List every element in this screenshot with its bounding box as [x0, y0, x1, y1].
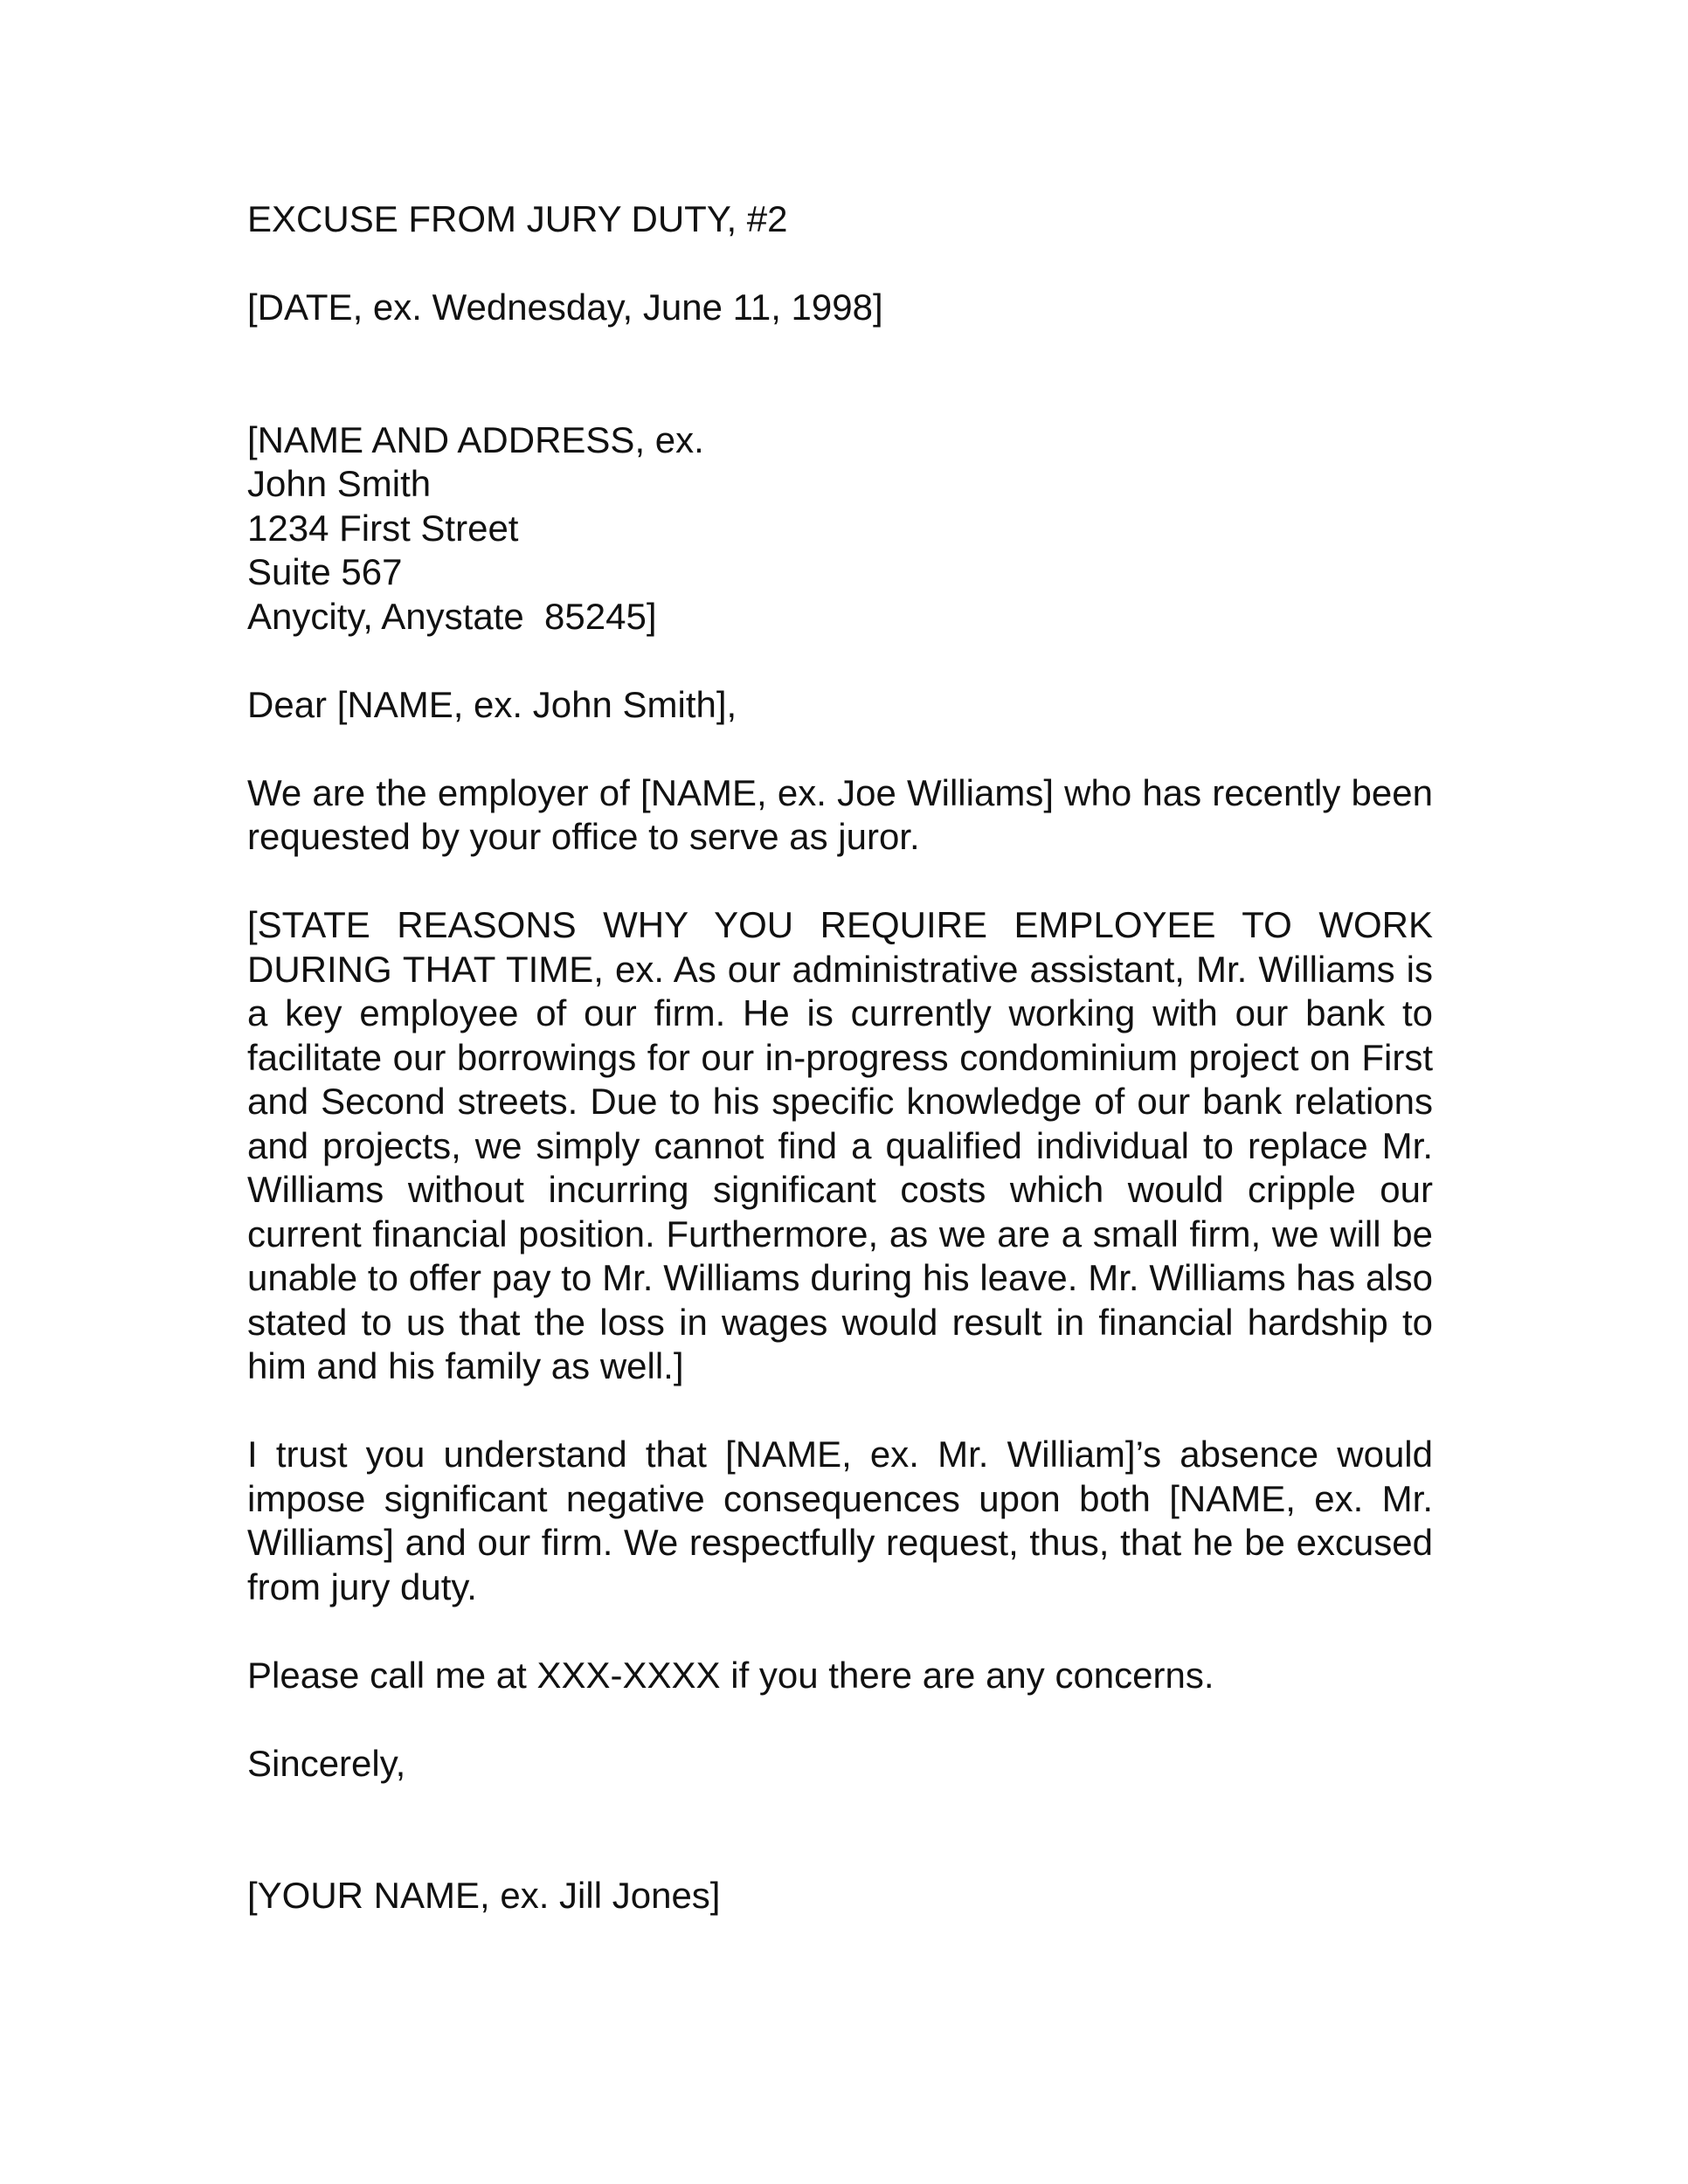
- document-title: EXCUSE FROM JURY DUTY, #2: [247, 198, 788, 239]
- address-line: Anycity, Anystate 85245]: [247, 595, 657, 637]
- address-line: 1234 First Street: [247, 507, 519, 549]
- closing: Sincerely,: [247, 1742, 406, 1784]
- letter-date: [DATE, ex. Wednesday, June 11, 1998]: [247, 287, 883, 328]
- letter-body: [247, 197, 1433, 1918]
- paragraph-contact: Please call me at XXX-XXXX if you there are any concerns.: [247, 1654, 1214, 1696]
- recipient-address-block: [247, 418, 1433, 639]
- salutation: Dear [NAME, ex. John Smith],: [247, 683, 737, 725]
- signature-name: [YOUR NAME, ex. Jill Jones]: [247, 1875, 721, 1916]
- paragraph-employer-intro: We are the employer of [NAME, ex. Joe Williams] who has recently been requested by your office to serve as juror.: [247, 771, 1433, 857]
- paragraph-reasons: [STATE REASONS WHY YOU REQUIRE EMPLOYEE TO WORK DURING THAT TIME, ex. As our administrative assistant, Mr. Williams is a key employee of our firm. He is currently working with our bank to facilitate our borrowings for our in-progress condominium project on First and Second streets. Due to his specific knowledge of our bank relations and projects, we simply cannot find a qualified individual to replace Mr. Williams without incurring significant costs which would cripple our current financial position. Furthermore, as we are a small firm, we will be unable to offer pay to Mr. Williams during his leave. Mr. Williams has also stated to us that the loss in wages would result in financial hardship to him and his family as well.]: [247, 904, 1433, 1386]
- address-line: Suite 567: [247, 551, 403, 592]
- address-line: John Smith: [247, 463, 432, 504]
- address-line: [NAME AND ADDRESS, ex.: [247, 418, 704, 460]
- paragraph-request: I trust you understand that [NAME, ex. Mr. William]’s absence would impose significant negative consequences upon both [NAME, ex. Mr. Williams] and our firm. We respectfully request, thus, that he be excused from jury duty.: [247, 1434, 1433, 1607]
